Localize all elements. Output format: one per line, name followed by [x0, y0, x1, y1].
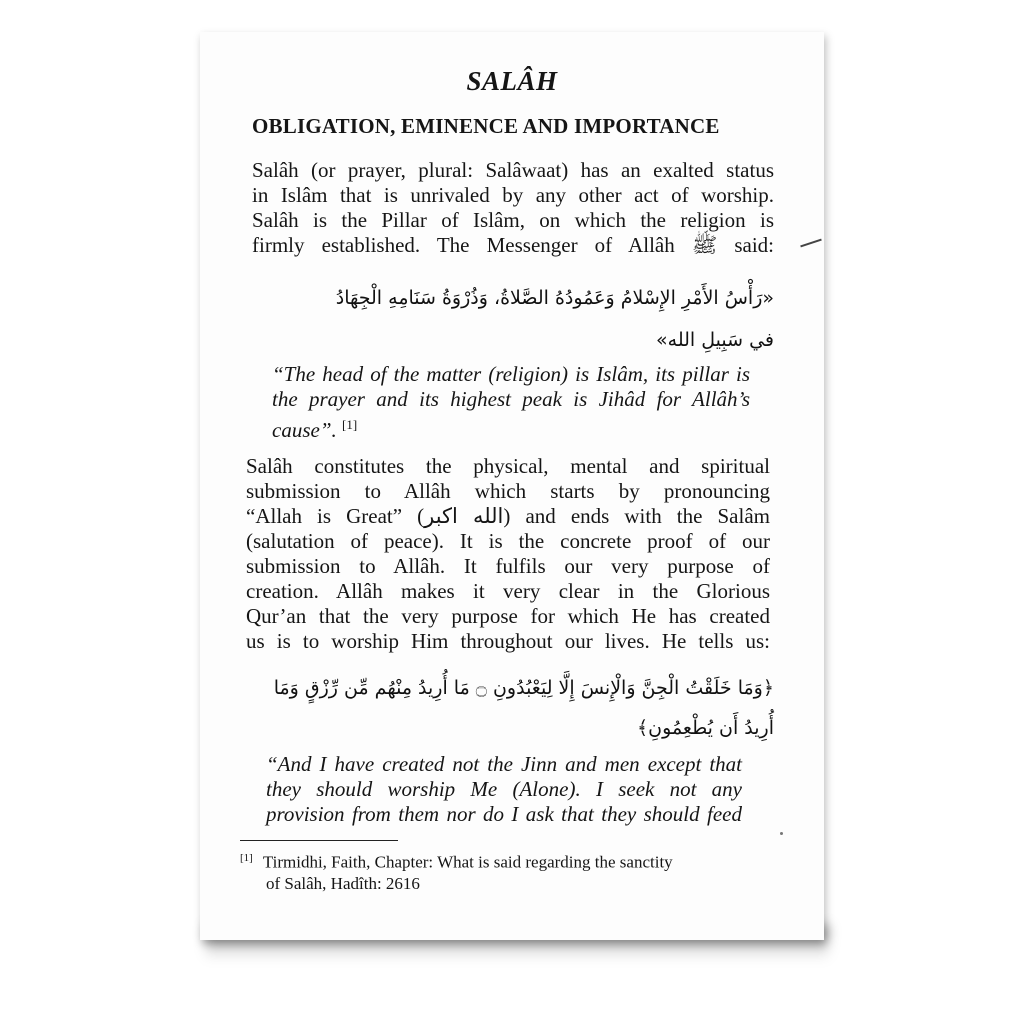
hadith-arabic-line: في سَبِيلِ الله» — [656, 329, 774, 351]
section-heading: OBLIGATION, EMINENCE AND IMPORTANCE — [252, 114, 720, 138]
text-line: Salâh constitutes the physical, mental and spiritual — [246, 454, 770, 478]
text-line: firmly established. The Messenger of Allâh ﷺ said: — [252, 233, 774, 257]
book-page — [200, 32, 824, 940]
footnote-line: Tirmidhi, Faith, Chapter: What is said regarding the sanctity — [262, 852, 673, 872]
footnote-number: [1] — [240, 852, 253, 864]
text-line: (salutation of peace). It is the concrete proof of our — [246, 529, 770, 553]
text-line: they should worship Me (Alone). I seek not any — [266, 777, 742, 801]
hadith-translation — [272, 362, 750, 443]
text-line: “The head of the matter (religion) is Islâm, its pillar is — [272, 362, 750, 386]
ayah-arabic-line: ﴿وَمَا خَلَقْتُ الْجِنَّ وَالْإِنسَ إِلَّا لِيَعْبُدُونِ ۝ مَا أُرِيدُ مِنْهُم مِّن رِّزْقٍ وَمَا — [273, 677, 774, 699]
page-title: SALÂH — [466, 66, 558, 96]
text-line: Salâh (or prayer, plural: Salâwaat) has an exalted status — [252, 158, 774, 182]
text-line: “And I have created not the Jinn and men except that — [266, 752, 742, 776]
text-line: in Islâm that is unrivaled by any other act of worship. — [252, 183, 774, 207]
text-line: Qur’an that the very purpose for which He has created — [246, 604, 770, 628]
footnote-divider — [240, 840, 398, 841]
text-line: submission to Allâh which starts by pronouncing — [246, 479, 770, 503]
hadith-arabic-line: «رَأْسُ الأَمْرِ الإِسْلامُ وَعَمُودُهُ الصَّلاةُ، وَذُرْوَةُ سَنَامِهِ الْجِهَادُ — [335, 287, 774, 309]
ayah-arabic-line: أُرِيدُ أَن يُطْعِمُونِ﴾ — [637, 717, 774, 739]
body-paragraph — [246, 454, 770, 654]
ayah-translation — [266, 752, 742, 827]
text-line: cause”. [1] — [272, 417, 358, 442]
text-line: submission to Allâh. It fulfils our very purpose of — [246, 554, 770, 578]
text-line: Salâh is the Pillar of Islâm, on which the religion is — [252, 208, 774, 232]
footnote-line: of Salâh, Hadîth: 2616 — [266, 873, 420, 893]
footnote-marker: [1] — [342, 417, 358, 432]
text-line: us is to worship Him throughout our lives. He tells us: — [246, 629, 770, 653]
pen-mark — [800, 239, 822, 248]
text-line: the prayer and its highest peak is Jihâd for Allâh’s — [272, 387, 750, 411]
ink-dot — [780, 832, 783, 835]
text-line: provision from them nor do I ask that they should feed — [266, 802, 742, 826]
text-line: creation. Allâh makes it very clear in the Glorious — [246, 579, 770, 603]
footnote — [240, 848, 792, 894]
text-line: “Allah is Great” (الله اكبر) and ends with the Salâm — [246, 504, 770, 528]
intro-paragraph — [252, 158, 774, 258]
